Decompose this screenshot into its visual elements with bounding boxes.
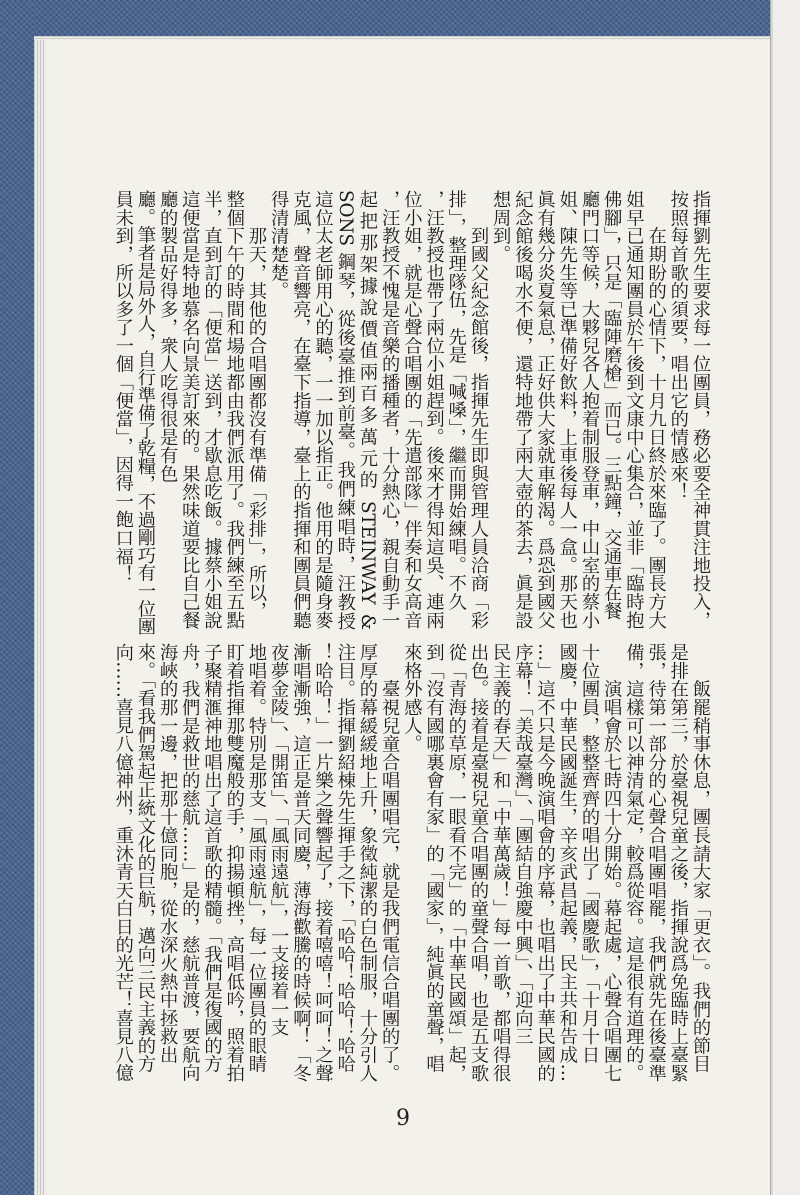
text-column: 到「沒有國哪裏會有家」的「國家」，純眞的童聲，唱 — [423, 643, 445, 1073]
text-column: 起把那架據說價值兩百多萬元的 STEINWAY & — [356, 190, 378, 630]
text-column: 漸唱漸強，這正是普天同慶，薄海歡騰的時候啊！「冬 — [290, 643, 312, 1082]
text-column: 臺視兒童合唱團唱完，就是我們電信合唱團的了。 — [379, 643, 401, 1082]
text-column: 備，這樣可以神清氣定，較爲從容。這是很有道理的。 — [623, 643, 645, 1082]
text-column: 排」，整理隊伍，先是「喊嗓」，繼而開始練唱。不久 — [445, 190, 467, 611]
text-column: 得清清楚楚。 — [268, 190, 290, 300]
text-column: 來。「看我們駕起正統文化的巨航，邁向三民主義的方 — [134, 643, 156, 1073]
text-block-upper — [111, 190, 711, 635]
text-column: 佛腳」，只是「臨陣磨槍」而已。三點鐘，交通車在餐 — [601, 190, 623, 620]
adjacent-page-edge — [770, 0, 800, 1195]
page-edges — [34, 36, 46, 1195]
text-column: 廳的製品好得多，衆人吃得很是有色 — [157, 190, 179, 483]
text-column: 演唱會於七時四十分開始。幕起處，心聲合唱團七 — [601, 643, 623, 1082]
text-column: 序幕！「美哉臺灣」、「團結自強慶中興」、「迎向三 — [512, 643, 534, 1046]
text-column: 廳門口等候，大夥兒各人抱着制服登車，中山室的蔡小 — [578, 190, 600, 629]
text-column: 國慶，中華民國誕生，辛亥武昌起義，民主共和告成… — [556, 643, 578, 1082]
text-column: 舟，我們是救世的慈航……」是的，慈航普渡，要航向 — [179, 643, 201, 1082]
text-column: 是排在第三，於臺視兒童之後，指揮說爲免臨時上臺緊 — [667, 643, 689, 1082]
text-column: 這便當是特地慕名向景美訂來的。果然味道要比自己餐 — [179, 190, 201, 629]
text-column: 到國父紀念館後，指揮先生即與管理人員洽商「彩 — [467, 190, 489, 629]
text-column: 廳。筆者是局外人，自行準備了乾糧，不過剛巧有一位團 — [134, 190, 156, 635]
text-block-lower — [111, 643, 711, 1083]
text-column: ，汪教授不愧是音樂的播種者，十分熱心，親自動手一 — [379, 190, 401, 629]
text-column: 位小姐，就是心聲合唱團的「先遣部隊」伴奏和女高音 — [401, 190, 423, 629]
text-column: 紀念館後喝水不便，還特地帶了兩大壺的茶去，眞是設 — [512, 190, 534, 629]
text-column: 地唱着。特別是那支「風雨遠航」，每一位團員的眼睛 — [245, 643, 267, 1073]
text-column: 子聚精滙神地唱出了這首歌的精髓。「我們是復國的方 — [201, 643, 223, 1073]
text-column: SONS 鋼琴，從後臺推到前臺。我們練唱時，汪教授 — [334, 190, 356, 630]
text-column: 盯着指揮那雙魔般的手，抑揚頓挫，高唱低吟，照着拍 — [223, 643, 245, 1082]
text-column: 從「青海的草原，一眼看不完」的「中華民國頌」起， — [445, 643, 467, 1082]
text-column: 十位團員，整整齊齊的唱出了「國慶歌」，「十月十日 — [578, 643, 600, 1064]
text-column: 出色。接着是臺視兒童合唱團的童聲合唱，也是五支歌 — [467, 643, 489, 1082]
text-column: 注目。指揮劉紹棟先生揮手之下，「哈哈！哈哈！哈哈 — [334, 643, 356, 1073]
text-column: 民主義的春天」和「中華萬歲！」每一首歌，都唱得很 — [490, 643, 512, 1082]
text-column: 那天，其他的合唱團都沒有準備「彩排」，所以， — [245, 190, 267, 620]
book-binding-left — [0, 0, 34, 1195]
text-column: 指揮劉先生要求每一位團員，務必要全神貫注地投入， — [690, 190, 711, 629]
text-column: 按照每首歌的須要，唱出它的情感來！ — [667, 190, 689, 501]
text-column: 飯罷稍事休息，團長請大家「更衣」。我們的節目 — [690, 643, 711, 1073]
text-column: 整個下午的時間和場地都由我們派用了。我們練至五點 — [223, 190, 245, 629]
text-column: 夜夢金陵」、「開笛」、「風雨遠航」，一支接着一支 — [268, 643, 290, 1037]
text-column: 這位太老師用心的聽，一一加以指正。他用的是隨身麥 — [312, 190, 334, 629]
text-column: 來格外感人。 — [401, 643, 423, 753]
text-column: 克風，聲音響亮，在臺下指導，臺上的指揮和團員們聽 — [290, 190, 312, 629]
text-column: 姐、陳先生等已準備好飲料，上車後每人一盒。那天也 — [556, 190, 578, 629]
book-binding-top — [0, 0, 772, 36]
text-column: 向……喜見八億神州，重沐青天白日的光芒！喜見八億 — [112, 643, 134, 1082]
text-column: 員未到，所以多了一個「便當」，因得一飽口福！ — [112, 190, 134, 584]
text-column: 半，直到訂的「便當」送到，才歇息吃飯。據蔡小姐說 — [201, 190, 223, 629]
text-column: 張，待第一部分的心聲合唱團唱罷，我們就先在後臺準 — [645, 643, 667, 1082]
text-column: …」這不只是今晚演唱會的序幕，也唱出了中華民國的 — [534, 643, 556, 1082]
text-column: 厚厚的幕緩緩地上升，象徵純潔的白色制服，十分引人 — [356, 643, 378, 1082]
text-column: ，汪教授也帶了兩位小姐趕到。後來才得知這吳、連兩 — [423, 190, 445, 629]
text-column: 眞有幾分炎夏氣息，正好供大家就車解渴。爲恐到國父 — [534, 190, 556, 629]
text-column: 想周到。 — [490, 190, 512, 264]
text-column: 海峽的那一邊，把那十億同胞，從水深火熱中拯救出 — [157, 643, 179, 1064]
page-number: 9 — [396, 1106, 410, 1131]
text-column: 姐早已通知團員於午後到文康中心集合，並非「臨時抱 — [623, 190, 645, 629]
text-column: 在期盼的心情下，十月九日終於來臨了。團長方大 — [645, 190, 667, 629]
text-column: ！哈哈！」一片樂之聲響起了，接着嘻嘻！呵呵！之聲 — [312, 643, 334, 1082]
